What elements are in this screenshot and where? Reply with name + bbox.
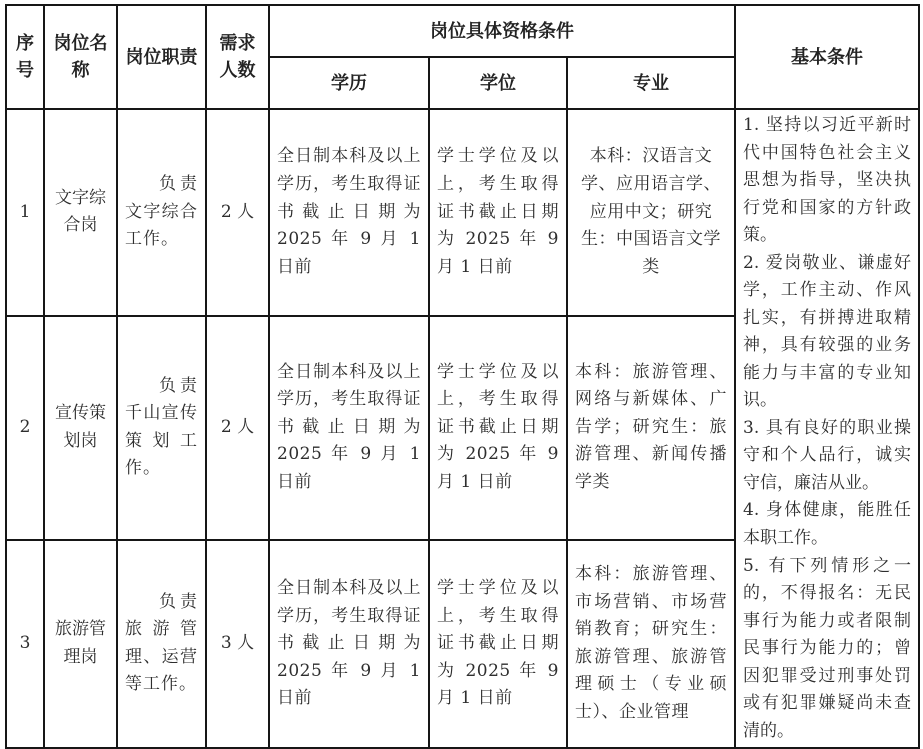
cell-position-duty: 负责旅游管理、运营等工作。	[117, 540, 206, 749]
cell-position-name: 旅游管理岗	[44, 540, 117, 749]
basic-condition-item-5: 5. 有下列情形之一的，不得报名：无民事行为能力或者限制民事行为能力的；曾因犯罪受过刑事处罚或有犯罪嫌疑尚未查清的。	[743, 555, 912, 741]
header-required-count: 需求人数	[206, 5, 269, 109]
header-education: 学历	[269, 57, 429, 109]
table-row-1	[6, 109, 919, 316]
basic-condition-item-3: 3. 具有良好的职业操守和个人品行，诚实守信，廉洁从业。	[743, 417, 912, 493]
cell-required-count: 3 人	[206, 540, 269, 749]
header-position-duty: 岗位职责	[117, 5, 206, 109]
header-row-top	[6, 5, 919, 57]
basic-condition-item-2: 2. 爱岗敬业、谦虚好学，工作主动、作风扎实，有拼搏进取精神，具有较强的业务能力与丰富的专业知识。	[743, 252, 912, 411]
cell-education: 全日制本科及以上学历，考生取得证书截止日期为 2025 年 9 月 1 日前	[269, 316, 429, 540]
cell-degree: 学士学位及以上，考生取得证书截止日期为 2025 年 9 月 1 日前	[429, 109, 567, 316]
header-degree: 学位	[429, 57, 567, 109]
cell-serial-number: 2	[6, 316, 44, 540]
cell-required-count: 2 人	[206, 109, 269, 316]
cell-serial-number: 3	[6, 540, 44, 749]
header-serial-number: 序号	[6, 5, 44, 109]
cell-education: 全日制本科及以上学历，考生取得证书截止日期为 2025 年 9 月 1 日前	[269, 109, 429, 316]
basic-condition-item-4: 4. 身体健康，能胜任本职工作。	[743, 500, 912, 548]
header-position-name: 岗位名称	[44, 5, 117, 109]
cell-position-duty: 负责文字综合工作。	[117, 109, 206, 316]
header-qualification-conditions: 岗位具体资格条件	[269, 5, 735, 57]
cell-required-count: 2 人	[206, 316, 269, 540]
cell-position-duty: 负责千山宣传策划工作。	[117, 316, 206, 540]
cell-major: 本科：旅游管理、市场营销、市场营销教育；研究生：旅游管理、旅游管理硕士（专业硕士）、企业管理	[567, 540, 735, 749]
cell-position-name: 宣传策划岗	[44, 316, 117, 540]
cell-position-name: 文字综合岗	[44, 109, 117, 316]
basic-condition-item-1: 1. 坚持以习近平新时代中国特色社会主义思想为指导，坚决执行党和国家的方针政策。	[743, 115, 912, 246]
header-major: 专业	[567, 57, 735, 109]
cell-major: 本科：汉语言文学、应用语言学、应用中文；研究生：中国语言文学类	[567, 109, 735, 316]
cell-serial-number: 1	[6, 109, 44, 316]
recruitment-positions-table	[5, 4, 920, 749]
cell-degree: 学士学位及以上，考生取得证书截止日期为 2025 年 9 月 1 日前	[429, 316, 567, 540]
cell-major: 本科：旅游管理、网络与新媒体、广告学；研究生：旅游管理、新闻传播学类	[567, 316, 735, 540]
cell-degree: 学士学位及以上，考生取得证书截止日期为 2025 年 9 月 1 日前	[429, 540, 567, 749]
cell-basic-conditions	[735, 109, 919, 748]
header-basic-conditions: 基本条件	[735, 5, 919, 109]
cell-education: 全日制本科及以上学历，考生取得证书截止日期为 2025 年 9 月 1 日前	[269, 540, 429, 749]
